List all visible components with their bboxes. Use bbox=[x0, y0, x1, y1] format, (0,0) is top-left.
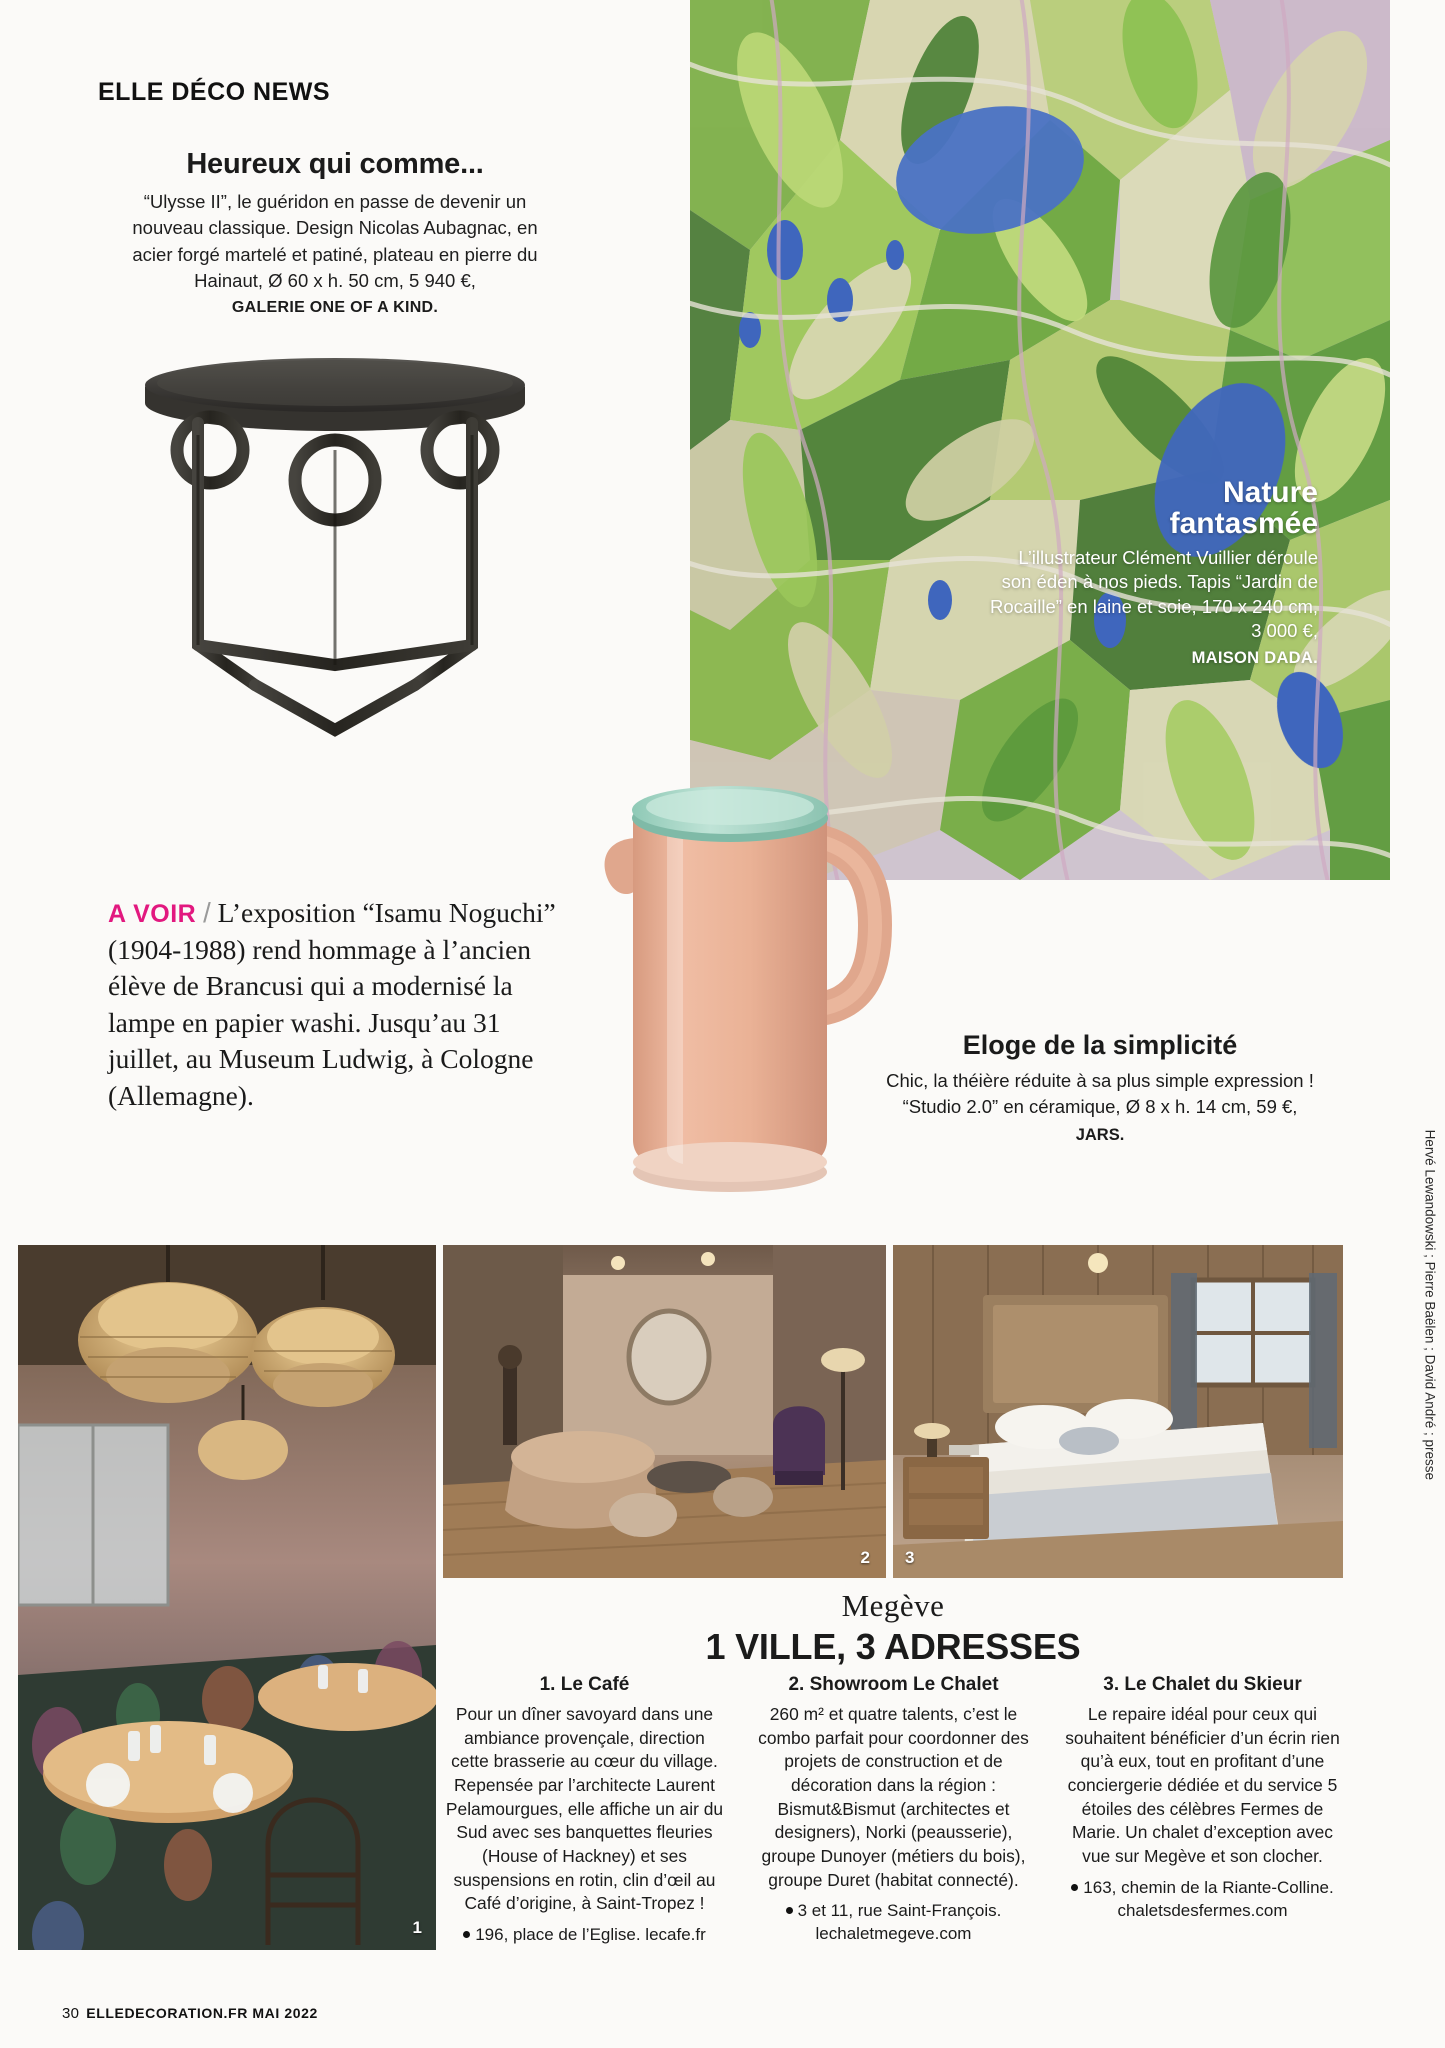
heureux-block bbox=[120, 148, 550, 317]
photo-chalet-bedroom bbox=[893, 1245, 1343, 1578]
a-voir-block bbox=[108, 895, 578, 1114]
bullet-icon bbox=[1071, 1884, 1078, 1891]
page-footer bbox=[62, 2005, 318, 2022]
photo-label-1: 1 bbox=[412, 1918, 422, 1937]
megeve-overline: Megève bbox=[841, 1588, 945, 1623]
heureux-brand: GALERIE ONE OF A KIND. bbox=[231, 299, 439, 317]
rug-caption bbox=[988, 475, 1318, 668]
photo-showroom bbox=[443, 1245, 886, 1578]
megeve-item-1-body: Pour un dîner savoyard dans une ambiance provençale, direction cette brasserie au cœur du village. Repensée par l’architecte Laurent Pelamourgues, elle affiche un air du Sud avec ses banquettes fleuries (House of Hackney) et ses suspensions en rotin, clin d’œil au Café d’origine, à Saint-Tropez ! bbox=[445, 1703, 724, 1914]
footer-issue: MAI 2022 bbox=[252, 2005, 318, 2021]
a-voir-text: L’exposition “Isamu Noguchi” (1904-1988) rend hommage à l’ancien élève de Brancusi qui a modernisé la lampe en papier washi. Jusqu’au 31 juillet, au Museum Ludwig, à Cologne (Allemagne). bbox=[108, 897, 556, 1111]
photo-credits: Hervé Lewandowski ; Pierre Baëlen ; David André ; presse bbox=[1422, 1129, 1437, 1480]
megeve-item-3-contact: 163, chemin de la Riante-Colline. chaletsdesfermes.com bbox=[1061, 1876, 1344, 1922]
a-voir-label: A VOIR bbox=[108, 900, 197, 928]
heureux-title: Heureux qui comme... bbox=[186, 148, 484, 180]
eloge-title: Eloge de la simplicité bbox=[962, 1030, 1238, 1060]
megeve-item-2-heading: 2. Showroom Le Chalet bbox=[788, 1674, 999, 1695]
eloge-block bbox=[880, 1030, 1320, 1147]
megeve-columns bbox=[443, 1672, 1345, 1946]
megeve-headline: 1 VILLE, 3 ADRESSES bbox=[705, 1626, 1081, 1667]
a-voir-separator: / bbox=[203, 897, 211, 928]
bullet-icon bbox=[463, 1931, 470, 1938]
rug-caption-title: Nature fantasmée bbox=[1169, 475, 1318, 540]
heureux-body: “Ulysse II”, le guéridon en passe de devenir un nouveau classique. Design Nicolas Aubagnac, en acier forgé martelé et patiné, plateau en pierre du Hainaut, Ø 60 x h. 50 cm, 5 940 €, bbox=[132, 191, 538, 291]
photo-label-2: 2 bbox=[860, 1548, 870, 1567]
bullet-icon bbox=[786, 1907, 793, 1914]
megeve-item-3-body: Le repaire idéal pour ceux qui souhaitent bénéficier d’un écrin rien qu’à eux, tout en profitant d’une conciergerie dédiée et du service 5 étoiles des célèbres Fermes de Marie. Un chalet d’exception avec vue sur Megève et son clocher. bbox=[1065, 1703, 1340, 1866]
megeve-item-3-heading: 3. Le Chalet du Skieur bbox=[1103, 1674, 1302, 1695]
megeve-item-2-contact: 3 et 11, rue Saint-François. lechaletmegeve.com bbox=[752, 1899, 1035, 1945]
megeve-item-2-body: 260 m² et quatre talents, c’est le combo parfait pour coordonner des projets de construction et de décoration dans la région : Bismut&Bismut (architectes et designers), Norki (peausserie), groupe Dunoyer (métiers du bois), groupe Duret (habitat connecté). bbox=[758, 1703, 1029, 1890]
megeve-item-2 bbox=[752, 1672, 1035, 1946]
page-number: 30 bbox=[62, 2005, 80, 2022]
teapot-photo bbox=[575, 710, 915, 1220]
section-kicker: ELLE DÉCO NEWS bbox=[98, 78, 331, 106]
megeve-item-1-contact: 196, place de l’Eglise. lecafe.fr bbox=[443, 1923, 726, 1946]
side-table-photo bbox=[110, 345, 560, 745]
rug-brand: MAISON DADA. bbox=[1191, 649, 1318, 667]
megeve-title-block bbox=[443, 1588, 1343, 1668]
megeve-item-1 bbox=[443, 1672, 726, 1946]
rug-caption-body: L’illustrateur Clément Vuillier déroule son éden à nos pieds. Tapis “Jardin de Rocaille” en laine et soie, 170 x 240 cm, 3 000 €, bbox=[989, 546, 1318, 642]
eloge-body: Chic, la théière réduite à sa plus simple expression ! “Studio 2.0” en céramique, Ø 8 x h. 14 cm, 59 €, JARS. bbox=[886, 1070, 1314, 1144]
eloge-brand: JARS. bbox=[1075, 1125, 1125, 1144]
photo-le-cafe bbox=[18, 1245, 436, 1950]
megeve-item-3 bbox=[1061, 1672, 1344, 1946]
photo-label-3: 3 bbox=[905, 1548, 915, 1567]
footer-site: ELLEDECORATION.FR bbox=[86, 2005, 248, 2021]
megeve-item-1-heading: 1. Le Café bbox=[539, 1674, 630, 1695]
